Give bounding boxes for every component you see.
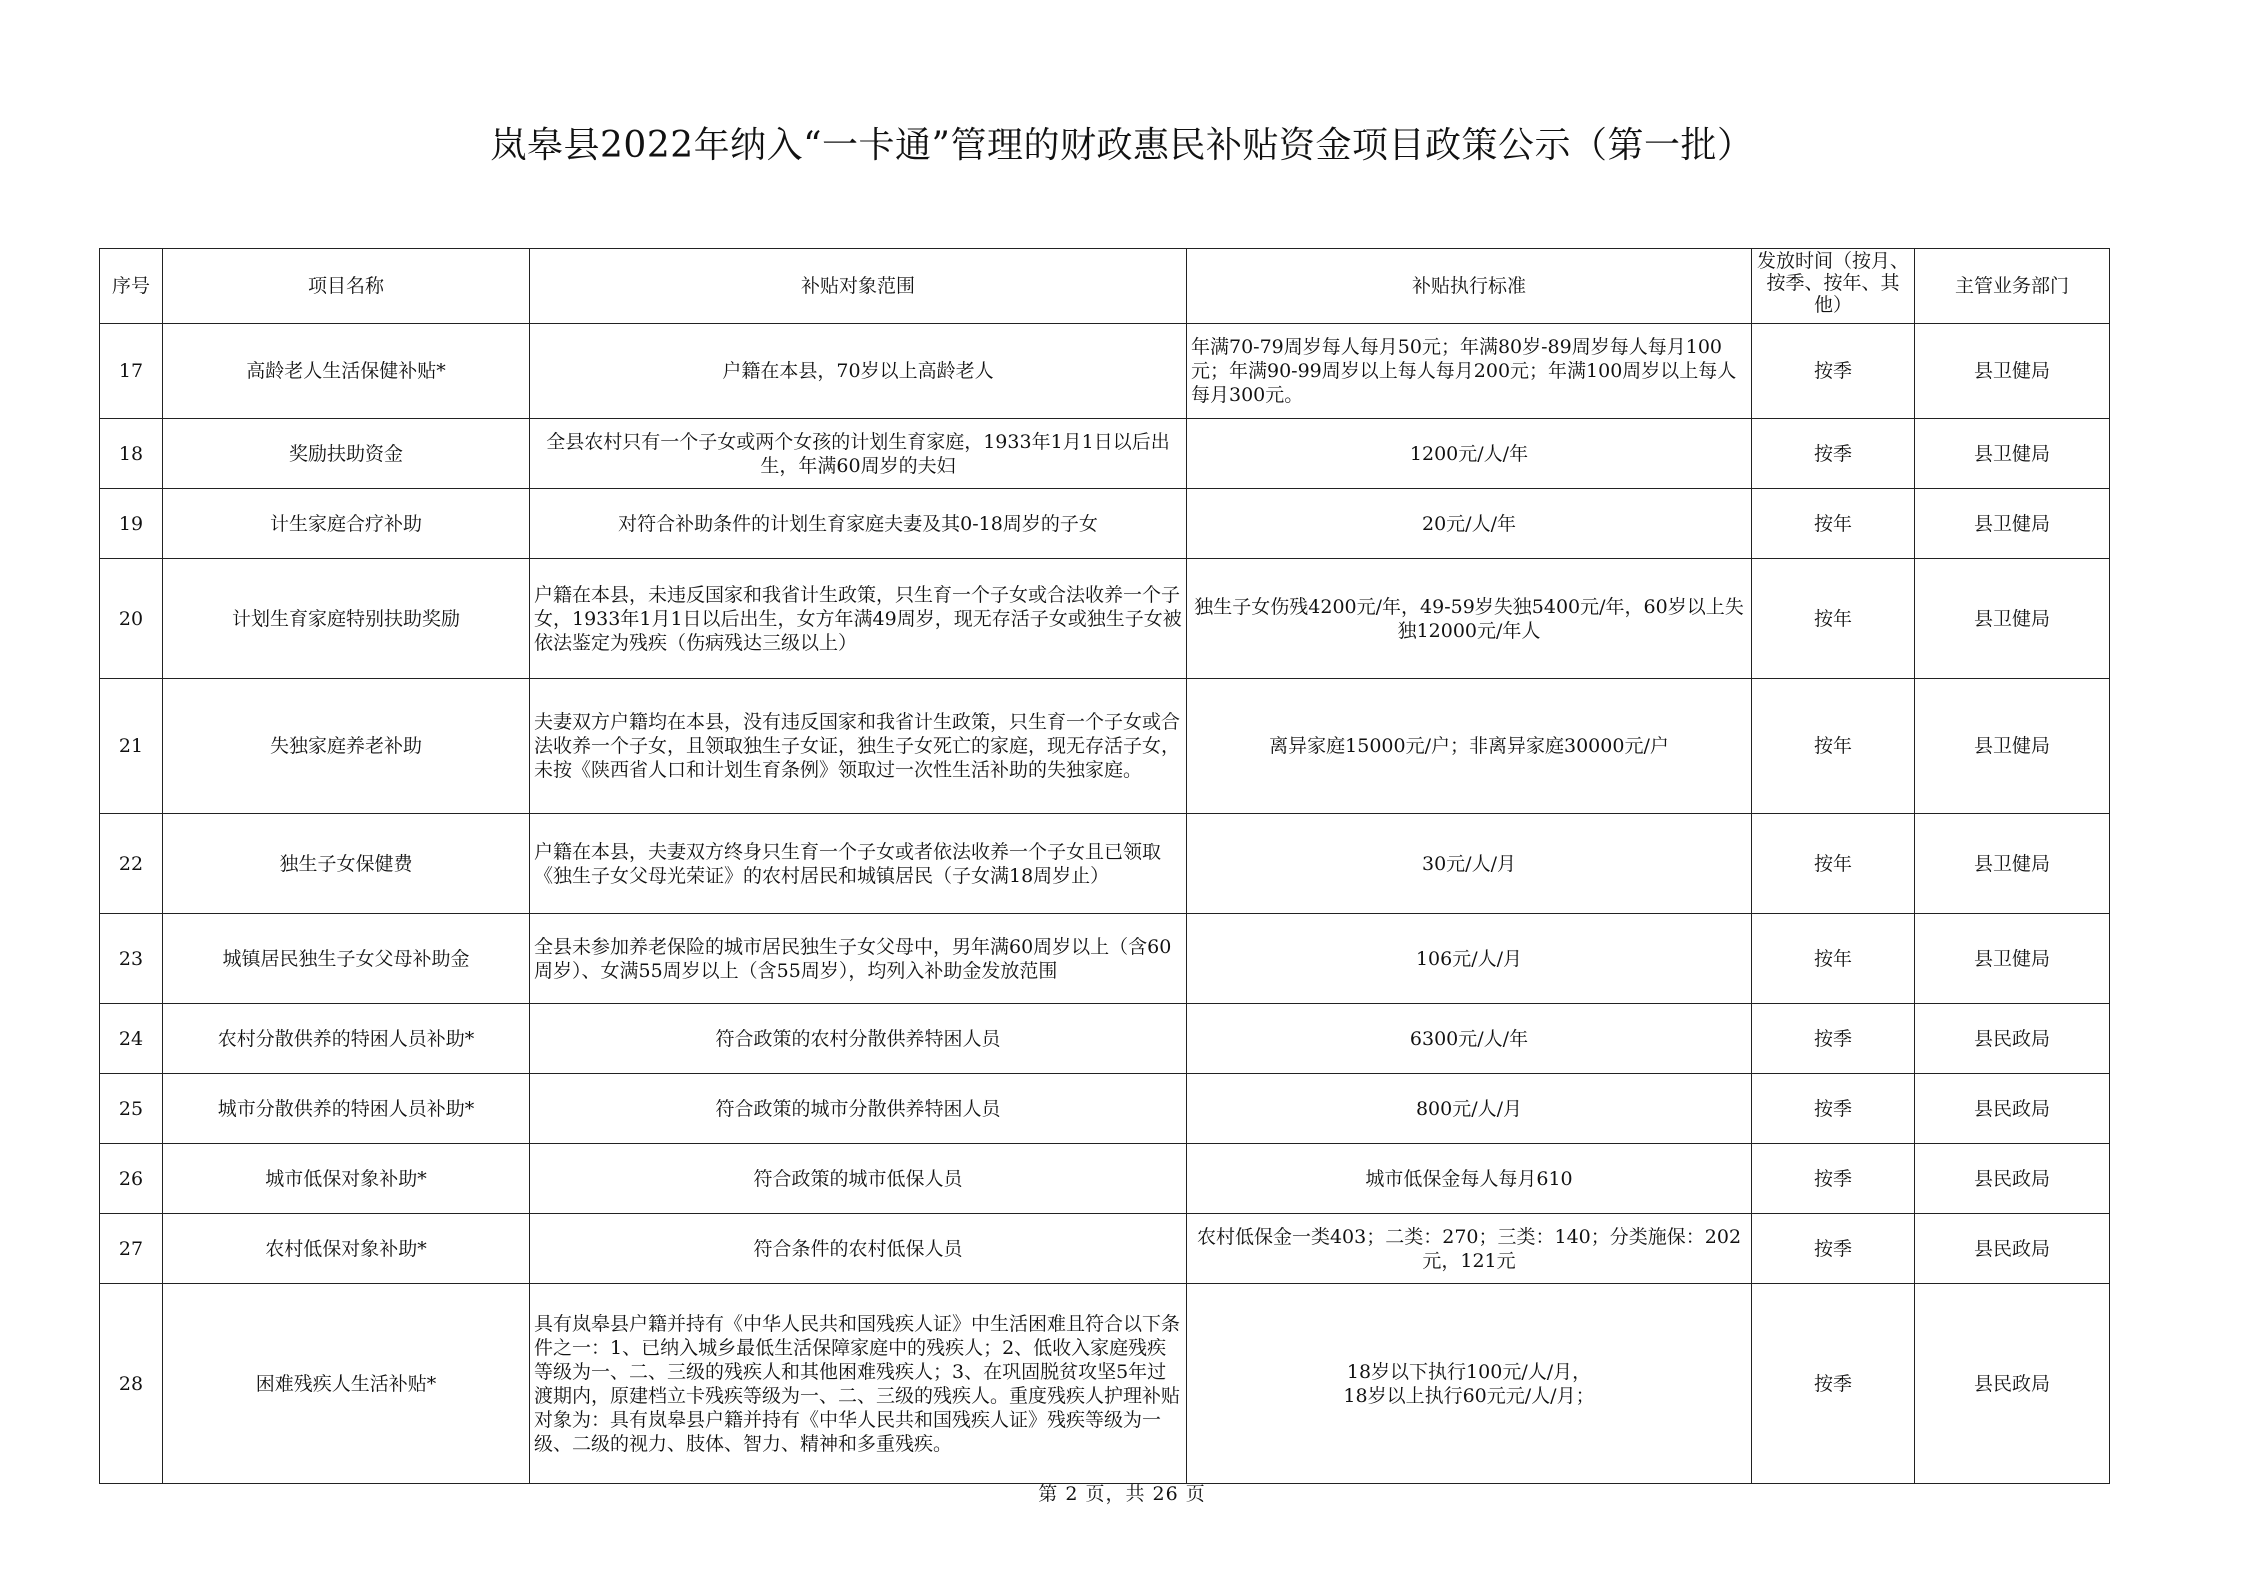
cell-time: 按季 (1752, 1214, 1915, 1284)
cell-time: 按年 (1752, 814, 1915, 914)
cell-dept: 县卫健局 (1915, 324, 2110, 419)
cell-time: 按季 (1752, 419, 1915, 489)
cell-standard: 106元/人/月 (1187, 914, 1752, 1004)
cell-index: 28 (100, 1284, 163, 1484)
cell-standard: 1200元/人/年 (1187, 419, 1752, 489)
cell-standard: 年满70-79周岁每人每月50元；年满80岁-89周岁每人每月100元；年满90-99周岁以上每人每月200元；年满100周岁以上每人每月300元。 (1187, 324, 1752, 419)
cell-standard: 农村低保金一类403；二类：270；三类：140；分类施保：202元，121元 (1187, 1214, 1752, 1284)
cell-time: 按季 (1752, 1004, 1915, 1074)
cell-time: 按年 (1752, 914, 1915, 1004)
cell-name: 计划生育家庭特别扶助奖励 (163, 559, 530, 679)
table-row (100, 1214, 2110, 1284)
cell-dept: 县民政局 (1915, 1074, 2110, 1144)
table-row (100, 1144, 2110, 1214)
table-header-row (100, 249, 2110, 324)
cell-time: 按季 (1752, 1144, 1915, 1214)
cell-scope: 具有岚皋县户籍并持有《中华人民共和国残疾人证》中生活困难且符合以下条件之一：1、已纳入城乡最低生活保障家庭中的残疾人；2、低收入家庭残疾等级为一、二、三级的残疾人和其他困难残疾人；3、在巩固脱贫攻坚5年过渡期内，原建档立卡残疾等级为一、二、三级的残疾人。重度残疾人护理补贴对象为：具有岚皋县户籍并持有《中华人民共和国残疾人证》残疾等级为一级、二级的视力、肢体、智力、精神和多重残疾。 (530, 1284, 1187, 1484)
cell-index: 24 (100, 1004, 163, 1074)
cell-time: 按年 (1752, 489, 1915, 559)
cell-standard: 独生子女伤残4200元/年，49-59岁失独5400元/年，60岁以上失独12000元/年人 (1187, 559, 1752, 679)
table-body (100, 324, 2110, 1484)
header-dept: 主管业务部门 (1915, 249, 2110, 324)
table-row (100, 1284, 2110, 1484)
cell-index: 22 (100, 814, 163, 914)
cell-standard: 20元/人/年 (1187, 489, 1752, 559)
cell-scope: 符合政策的城市分散供养特困人员 (530, 1074, 1187, 1144)
header-standard: 补贴执行标准 (1187, 249, 1752, 324)
cell-scope: 符合政策的农村分散供养特困人员 (530, 1004, 1187, 1074)
cell-name: 困难残疾人生活补贴* (163, 1284, 530, 1484)
cell-dept: 县民政局 (1915, 1284, 2110, 1484)
cell-scope: 符合条件的农村低保人员 (530, 1214, 1187, 1284)
cell-dept: 县卫健局 (1915, 489, 2110, 559)
cell-standard: 离异家庭15000元/户；非离异家庭30000元/户 (1187, 679, 1752, 814)
cell-name: 失独家庭养老补助 (163, 679, 530, 814)
cell-dept: 县民政局 (1915, 1004, 2110, 1074)
table-row (100, 489, 2110, 559)
cell-standard: 6300元/人/年 (1187, 1004, 1752, 1074)
cell-name: 独生子女保健费 (163, 814, 530, 914)
cell-time: 按季 (1752, 324, 1915, 419)
table-row (100, 1004, 2110, 1074)
cell-dept: 县卫健局 (1915, 914, 2110, 1004)
cell-index: 18 (100, 419, 163, 489)
header-name: 项目名称 (163, 249, 530, 324)
cell-name: 农村分散供养的特困人员补助* (163, 1004, 530, 1074)
cell-scope: 对符合补助条件的计划生育家庭夫妻及其0-18周岁的子女 (530, 489, 1187, 559)
cell-dept: 县卫健局 (1915, 559, 2110, 679)
cell-index: 19 (100, 489, 163, 559)
cell-name: 农村低保对象补助* (163, 1214, 530, 1284)
cell-name: 城市低保对象补助* (163, 1144, 530, 1214)
policy-table (99, 248, 2110, 1484)
table-row (100, 914, 2110, 1004)
cell-index: 26 (100, 1144, 163, 1214)
cell-time: 按年 (1752, 559, 1915, 679)
page-title: 岚皋县2022年纳入“一卡通”管理的财政惠民补贴资金项目政策公示（第一批） (490, 125, 1754, 166)
cell-dept: 县卫健局 (1915, 679, 2110, 814)
cell-scope: 符合政策的城市低保人员 (530, 1144, 1187, 1214)
cell-scope: 夫妻双方户籍均在本县，没有违反国家和我省计生政策，只生育一个子女或合法收养一个子女，且领取独生子女证，独生子女死亡的家庭，现无存活子女，未按《陕西省人口和计划生育条例》领取过一次性生活补助的失独家庭。 (530, 679, 1187, 814)
cell-index: 17 (100, 324, 163, 419)
table-row (100, 814, 2110, 914)
cell-name: 计生家庭合疗补助 (163, 489, 530, 559)
cell-index: 20 (100, 559, 163, 679)
cell-name: 城镇居民独生子女父母补助金 (163, 914, 530, 1004)
cell-name: 奖励扶助资金 (163, 419, 530, 489)
cell-index: 27 (100, 1214, 163, 1284)
cell-dept: 县卫健局 (1915, 814, 2110, 914)
cell-standard: 城市低保金每人每月610 (1187, 1144, 1752, 1214)
cell-scope: 全县农村只有一个子女或两个女孩的计划生育家庭，1933年1月1日以后出生，年满60周岁的夫妇 (530, 419, 1187, 489)
cell-name: 城市分散供养的特困人员补助* (163, 1074, 530, 1144)
table-row (100, 679, 2110, 814)
cell-time: 按季 (1752, 1074, 1915, 1144)
cell-standard: 30元/人/月 (1187, 814, 1752, 914)
cell-scope: 户籍在本县，未违反国家和我省计生政策，只生育一个子女或合法收养一个子女，1933年1月1日以后出生，女方年满49周岁，现无存活子女或独生子女被依法鉴定为残疾（伤病残达三级以上） (530, 559, 1187, 679)
header-index: 序号 (100, 249, 163, 324)
cell-scope: 全县未参加养老保险的城市居民独生子女父母中，男年满60周岁以上（含60周岁）、女满55周岁以上（含55周岁），均列入补助金发放范围 (530, 914, 1187, 1004)
cell-dept: 县民政局 (1915, 1144, 2110, 1214)
cell-name: 高龄老人生活保健补贴* (163, 324, 530, 419)
cell-index: 21 (100, 679, 163, 814)
table-row (100, 1074, 2110, 1144)
cell-dept: 县民政局 (1915, 1214, 2110, 1284)
cell-standard: 800元/人/月 (1187, 1074, 1752, 1144)
cell-scope: 户籍在本县，夫妻双方终身只生育一个子女或者依法收养一个子女且已领取《独生子女父母光荣证》的农村居民和城镇居民（子女满18周岁止） (530, 814, 1187, 914)
header-time (1752, 249, 1915, 324)
page-footer: 第 2 页，共 26 页 (1038, 1483, 1206, 1505)
table-row (100, 419, 2110, 489)
table-row (100, 559, 2110, 679)
cell-index: 23 (100, 914, 163, 1004)
cell-standard: 18岁以下执行100元/人/月， 18岁以上执行60元元/人/月； (1187, 1284, 1752, 1484)
header-scope: 补贴对象范围 (530, 249, 1187, 324)
header-time-text: 发放时间（按月、按季、按年、其他） (1756, 250, 1909, 316)
cell-time: 按年 (1752, 679, 1915, 814)
cell-dept: 县卫健局 (1915, 419, 2110, 489)
cell-time: 按季 (1752, 1284, 1915, 1484)
cell-index: 25 (100, 1074, 163, 1144)
cell-scope: 户籍在本县，70岁以上高龄老人 (530, 324, 1187, 419)
table-row (100, 324, 2110, 419)
